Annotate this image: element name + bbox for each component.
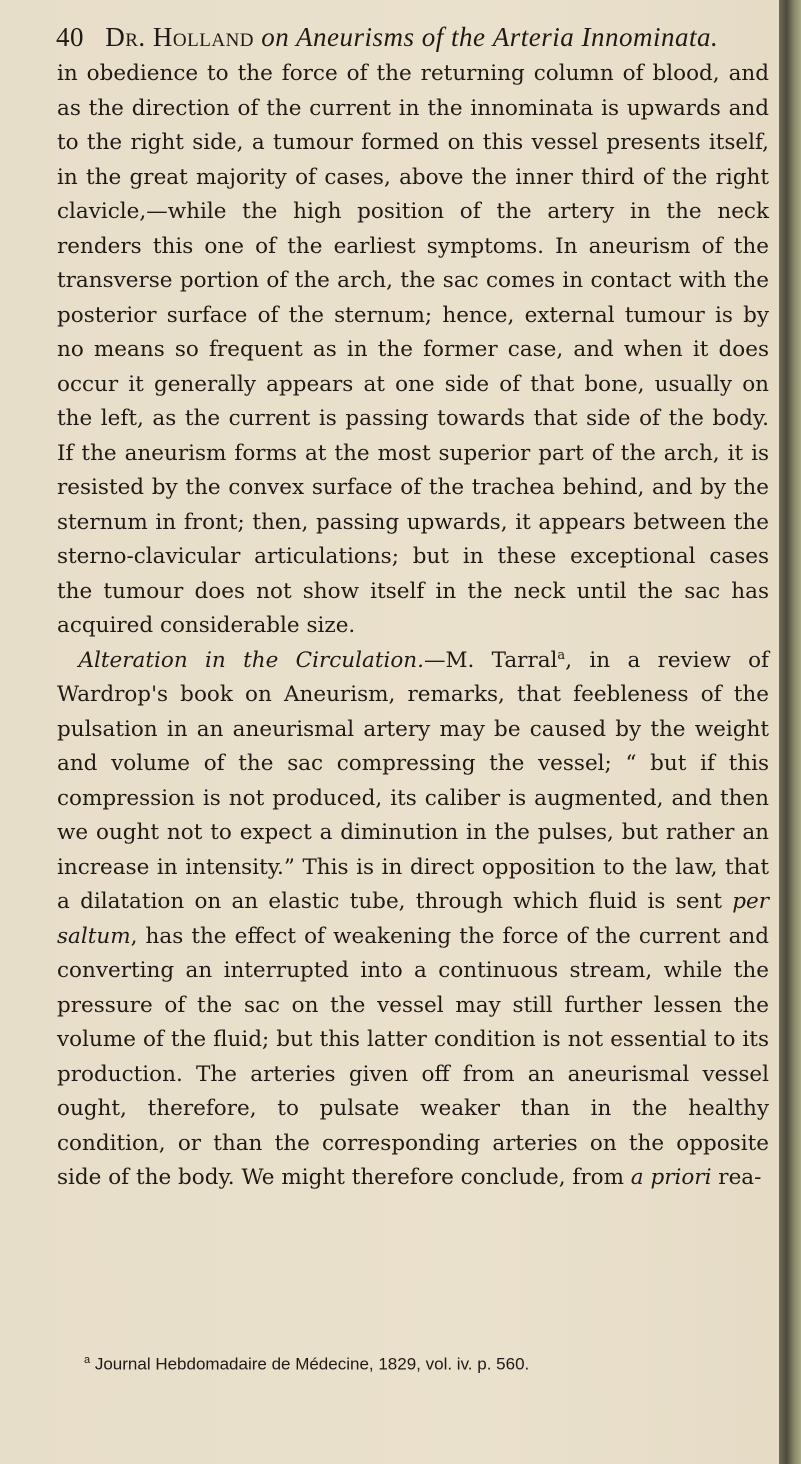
footnote-mark: a bbox=[84, 1354, 91, 1366]
footnote-reference: a bbox=[557, 647, 566, 663]
header-title-part-1: on Aneurisms of the bbox=[261, 22, 486, 52]
page-edge bbox=[779, 0, 801, 1464]
paragraph-2-lead: —M. Tarral bbox=[423, 647, 558, 673]
footnote-text: Journal Hebdomadaire de Médecine, 1829, vol. iv. p. 560. bbox=[90, 1354, 530, 1374]
page-number: 40 bbox=[56, 22, 84, 52]
italic-phrase-a-priori: a priori bbox=[630, 1165, 712, 1190]
italic-phrase-per-saltum: per saltum bbox=[57, 889, 769, 949]
section-heading: Alteration in the Circulation. bbox=[78, 647, 424, 673]
paragraph-2 bbox=[57, 644, 769, 1196]
paragraph-1: in obedience to the force of the returning column of blood, and as the direction of the current in the innominata is upwards and to the right side, a tumour formed on this vessel presents itself, in the great majority of cases, above the inner third of the right clavicle,—while the high position of the artery in the neck renders this one of the earliest symptoms. In aneurism of the transverse portion of the arch, the sac comes in contact with the posterior surface of the sternum; hence, external tumour is by no means so frequent as in the former case, and when it does occur it generally appears at one side of that bone, usually on the left, as the current is passing towards that side of the body. If the aneurism forms at the most superior part of the arch, it is resisted by the convex surface of the trachea behind, and by the sternum in front; then, passing upwards, it appears between the sterno-clavicular articulations; but in these exceptional cases the tumour does not show itself in the neck until the sac has acquired considerable size. bbox=[57, 61, 769, 638]
paragraph-2-part-2: , has the effect of weakening the force of the current and converting an interrupted into a continuous stream, while the pressure of the sac on the vessel may still further lessen the volume of the fluid; but this latter condition is not essential to its production. The arteries given off from an aneurismal vessel ought, therefore, to pulsate weaker than in the healthy condition, or than the corresponding arteries on the opposite side of the body. We might therefore conclude, from bbox=[57, 923, 769, 1190]
header-title-part-2: Arteria Innominata. bbox=[492, 22, 719, 52]
paragraph-2-part-3: rea- bbox=[711, 1165, 762, 1190]
running-header bbox=[56, 22, 776, 53]
header-author: Dr. Holland bbox=[105, 22, 255, 52]
footnote bbox=[84, 1354, 774, 1375]
paragraph-2-part-1: , in a review of Wardrop's book on Aneurism, remarks, that feebleness of the pulsation in an aneurismal artery may be caused by the weight and volume of the sac compressing the vessel; “ but if this compression is not produced, its caliber is augmented, and then we ought not to expect a diminution in the pulses, but rather an increase in intensity.” This is in direct opposition to the law, that a dilatation on an elastic tube, through which fluid is sent bbox=[57, 647, 770, 914]
main-text bbox=[57, 57, 769, 1196]
